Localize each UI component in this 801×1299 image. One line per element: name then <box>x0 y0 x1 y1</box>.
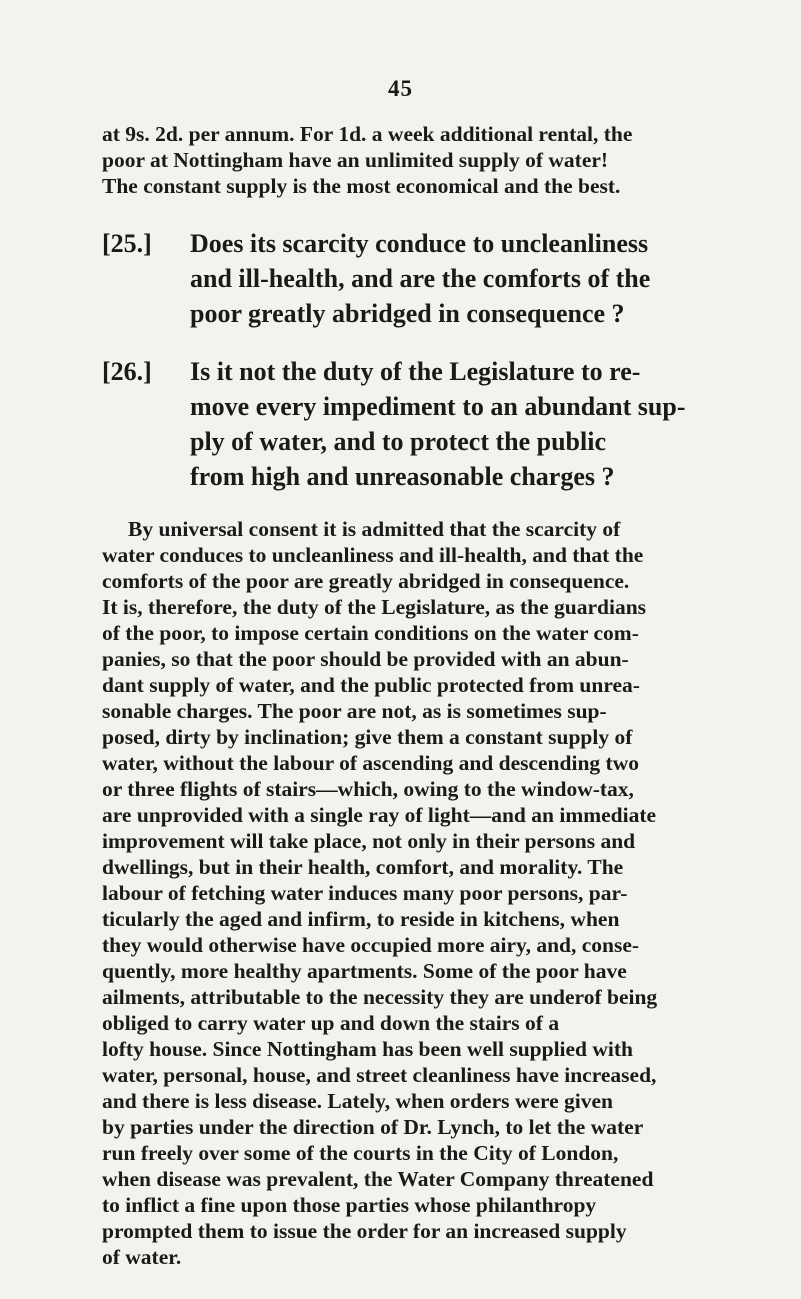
question-line: move every impediment to an abundant sup- <box>190 392 686 421</box>
answer-line: of water. <box>102 1245 182 1269</box>
question-number: [26.] <box>102 357 152 386</box>
answer-line: obliged to carry water up and down the stairs of a <box>102 1011 560 1035</box>
answer-line: sonable charges. The poor are not, as is sometimes sup- <box>102 699 607 723</box>
answer-line: ailments, attributable to the necessity they are underof being <box>102 985 658 1009</box>
answer-line: labour of fetching water induces many poor persons, par- <box>102 881 628 905</box>
question-line: Is it not the duty of the Legislature to re- <box>190 357 641 386</box>
intro-line: The constant supply is the most economical and the best. <box>102 174 621 198</box>
answer-line: water, without the labour of ascending and descending two <box>102 751 639 775</box>
question-number: [25.] <box>102 229 152 258</box>
answer-line: quently, more healthy apartments. Some of the poor have <box>102 959 627 983</box>
answer-line: lofty house. Since Nottingham has been well supplied with <box>102 1037 634 1061</box>
answer-line: It is, therefore, the duty of the Legislature, as the guardians <box>102 595 647 619</box>
answer-line: ticularly the aged and infirm, to reside in kitchens, when <box>102 907 620 931</box>
answer-line: water, personal, house, and street cleanliness have increased, <box>102 1063 657 1087</box>
answer-line: by parties under the direction of Dr. Lynch, to let the water <box>102 1115 644 1139</box>
answer-line: comforts of the poor are greatly abridged in consequence. <box>102 569 630 593</box>
answer-line: dwellings, but in their health, comfort, and morality. The <box>102 855 624 879</box>
answer-line: By universal consent it is admitted that the scarcity of <box>128 517 621 541</box>
page-number: 45 <box>388 76 413 101</box>
intro-line: at 9s. 2d. per annum. For 1d. a week additional rental, the <box>102 122 633 146</box>
question-line: and ill-health, and are the comforts of the <box>190 264 651 293</box>
answer-line: are unprovided with a single ray of light—and an immediate <box>102 803 657 827</box>
answer-line: panies, so that the poor should be provided with an abun- <box>102 647 629 671</box>
answer-line: to inflict a fine upon those parties whose philanthropy <box>102 1193 597 1217</box>
question-line: ply of water, and to protect the public <box>190 427 606 456</box>
answer-line: they would otherwise have occupied more airy, and, conse- <box>102 933 640 957</box>
answer-line: run freely over some of the courts in the City of London, <box>102 1141 619 1165</box>
answer-line: when disease was prevalent, the Water Company threatened <box>102 1167 654 1191</box>
answer-line: water conduces to uncleanliness and ill-health, and that the <box>102 543 644 567</box>
answer-line: and there is less disease. Lately, when orders were given <box>102 1089 613 1113</box>
question-line: Does its scarcity conduce to uncleanliness <box>190 229 649 258</box>
question-line: from high and unreasonable charges ? <box>190 462 615 491</box>
answer-line: or three flights of stairs—which, owing to the window-tax, <box>102 777 634 801</box>
answer-line: dant supply of water, and the public protected from unrea- <box>102 673 640 697</box>
intro-line: poor at Nottingham have an unlimited supply of water! <box>102 148 609 172</box>
answer-line: improvement will take place, not only in their persons and <box>102 829 636 853</box>
answer-line: prompted them to issue the order for an increased supply <box>102 1219 627 1243</box>
question-line: poor greatly abridged in consequence ? <box>190 299 625 328</box>
answer-line: posed, dirty by inclination; give them a constant supply of <box>102 725 633 749</box>
answer-line: of the poor, to impose certain conditions on the water com- <box>102 621 639 645</box>
